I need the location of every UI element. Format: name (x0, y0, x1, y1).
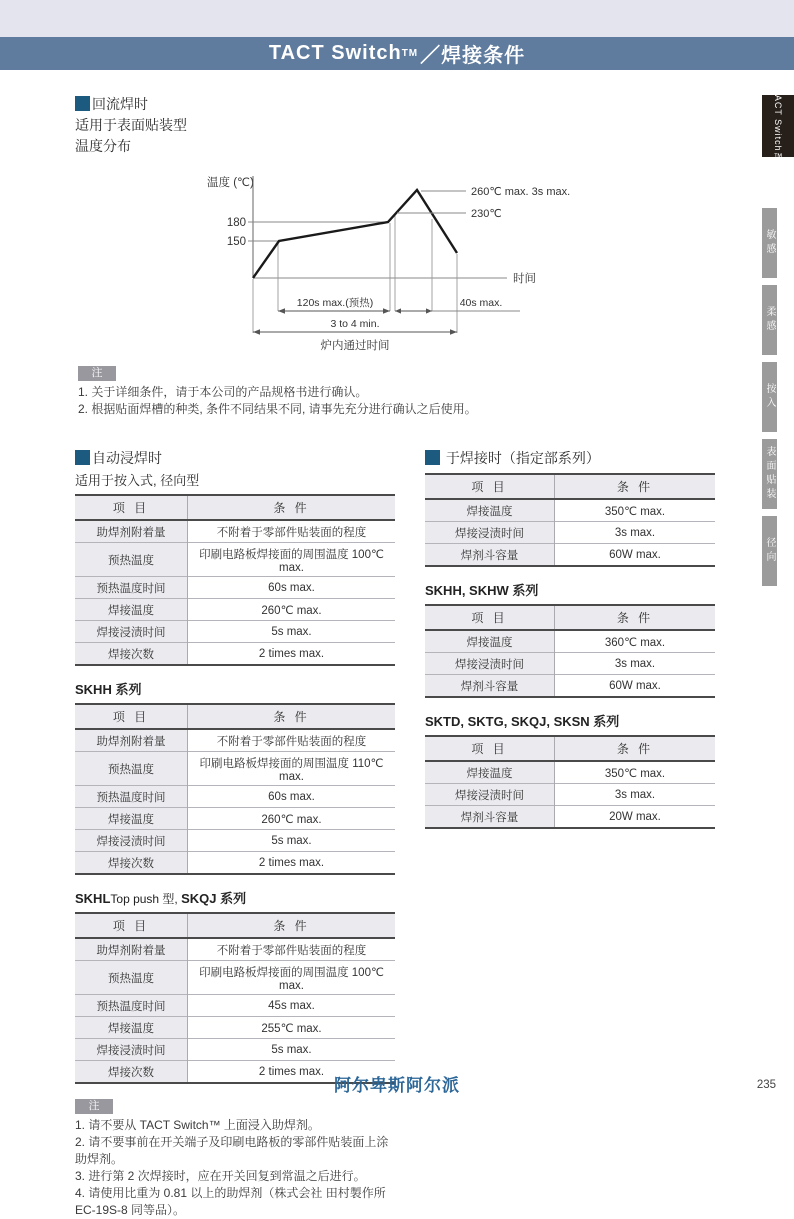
note-line: 2. 请不要事前在开关端子及印刷电路板的零部件贴装面上涂助焊剂。 (75, 1135, 389, 1166)
condition-cell: 3s max. (555, 653, 716, 675)
top-strip (0, 0, 794, 37)
item-cell: 焊剂斗容量 (425, 806, 555, 829)
table-title-sktd-group: SKTD, SKTG, SKQJ, SKSN 系列 (425, 714, 620, 729)
reflow-heading: 回流焊时 (92, 96, 148, 112)
condition-cell: 60W max. (555, 544, 716, 567)
item-cell: 焊接次数 (75, 643, 188, 666)
table-row (75, 995, 395, 1017)
reflow-dist: 温度分布 (75, 138, 131, 154)
condition-cell: 360℃ max. (555, 630, 716, 653)
chart-x-caption: 炉内通过时间 (320, 340, 390, 352)
table-row (75, 808, 395, 830)
table-row (75, 852, 395, 875)
item-cell: 焊接浸渍时间 (425, 784, 555, 806)
side-tab-list (762, 208, 794, 593)
table-row (75, 1039, 395, 1061)
footer-brand: 阿尔卑斯阿尔派 (334, 1076, 460, 1095)
section-bullet-icon (425, 450, 440, 465)
item-cell: 预热温度 (75, 543, 188, 577)
side-tab: 敏感 (762, 208, 777, 278)
table-row (425, 544, 715, 567)
title-trademark: TM (401, 48, 419, 59)
condition-cell: 255℃ max. (188, 1017, 396, 1039)
item-cell: 焊接次数 (75, 852, 188, 875)
note-line: 1. 请不要从 TACT Switch™ 上面浸入助焊剂。 (75, 1118, 320, 1132)
table-row (425, 675, 715, 698)
item-cell: 预热温度时间 (75, 995, 188, 1017)
condition-cell: 350℃ max. (555, 499, 716, 522)
dip-table-skhl-skqj (75, 912, 395, 1084)
condition-cell: 60s max. (188, 577, 396, 599)
condition-cell: 印刷电路板焊接面的周围温度 110℃ max. (188, 752, 396, 786)
col-header-item: 项 目 (425, 605, 555, 630)
table-row (75, 543, 395, 577)
chart-230c-annotation: 230℃ (471, 208, 502, 220)
condition-cell: 20W max. (555, 806, 716, 829)
note-line: 4. 请使用比重为 0.81 以上的助焊剂（株式会社 田村製作所 EC-19S-8 同等品）。 (75, 1186, 386, 1217)
condition-cell: 印刷电路板焊接面的周围温度 100℃ max. (188, 543, 396, 577)
col-header-cond: 条 件 (555, 736, 716, 761)
condition-cell: 5s max. (188, 621, 396, 643)
condition-cell: 印刷电路板焊接面的周围温度 100℃ max. (188, 961, 396, 995)
reflow-notes (78, 363, 518, 418)
chart-y-label: 温度 (℃) (207, 177, 254, 189)
item-cell: 预热温度 (75, 961, 188, 995)
reflow-section-head (75, 94, 187, 157)
condition-cell: 260℃ max. (188, 599, 396, 621)
chart-peak-annotation: 260℃ max. 3s max. (471, 186, 571, 198)
condition-cell: 45s max. (188, 995, 396, 1017)
dip-table-skhh (75, 703, 395, 875)
chart-dim-preheat: 120s max.(预热) (296, 297, 374, 309)
iron-table-skhh-skhw (425, 604, 715, 698)
item-cell: 助焊剂附着量 (75, 520, 188, 543)
table-title-bold-2: SKQJ 系列 (181, 891, 247, 906)
reflow-profile-chart (185, 168, 615, 363)
table-row (425, 761, 715, 784)
table-row (425, 522, 715, 544)
dip-note-list (75, 1117, 395, 1219)
condition-cell: 2 times max. (188, 1061, 396, 1084)
iron-table-sktd-group (425, 735, 715, 829)
item-cell: 助焊剂附着量 (75, 938, 188, 961)
table-title-bold-1: SKHL (75, 891, 111, 906)
note-line: 2. 根据贴面焊槽的种类, 条件不同结果不同, 请事先充分进行确认之后使用。 (78, 402, 477, 416)
dip-applies: 适用于按入式, 径向型 (75, 473, 200, 488)
title-suffix: ／焊接条件 (420, 45, 526, 67)
table-row (425, 784, 715, 806)
table-title-skhl-skqj (75, 888, 395, 907)
iron-heading: 于焊接时（指定部系列） (445, 450, 600, 466)
table-row (425, 806, 715, 829)
tab-tact-switch (762, 89, 794, 163)
side-tab: 柔感 (762, 285, 777, 355)
table-row (75, 1017, 395, 1039)
item-cell: 焊接温度 (425, 630, 555, 653)
col-header-cond: 条 件 (555, 605, 716, 630)
condition-cell: 350℃ max. (555, 761, 716, 784)
iron-table-general (425, 473, 715, 567)
reflow-note-list (78, 384, 518, 418)
condition-cell: 2 times max. (188, 852, 396, 875)
condition-cell: 260℃ max. (188, 808, 396, 830)
col-header-item: 项 目 (75, 913, 188, 938)
tab-tact-switch-label: TACT Switch™ (773, 89, 783, 163)
condition-cell: 60s max. (188, 786, 396, 808)
table-title-skhh-skhw: SKHH, SKHW 系列 (425, 583, 539, 598)
item-cell: 焊剂斗容量 (425, 544, 555, 567)
chart-dim-40s: 40s max. (459, 297, 503, 309)
condition-cell: 不附着于零部件贴装面的程度 (188, 729, 396, 752)
col-header-cond: 条 件 (555, 474, 716, 499)
item-cell: 预热温度时间 (75, 577, 188, 599)
dip-table-general (75, 494, 395, 666)
note-badge: 注 (75, 1099, 113, 1114)
condition-cell: 不附着于零部件贴装面的程度 (188, 938, 396, 961)
item-cell: 焊接温度 (75, 599, 188, 621)
chart-tick-150: 150 (226, 236, 246, 248)
note-line: 1. 关于详细条件，请于本公司的产品规格书进行确认。 (78, 385, 368, 399)
chart-x-label: 时间 (513, 273, 536, 285)
side-tab: 径向 (762, 516, 777, 586)
dip-solder-section (75, 448, 395, 1219)
iron-solder-section (425, 448, 715, 829)
condition-cell: 3s max. (555, 522, 716, 544)
col-header-item: 项 目 (75, 704, 188, 729)
item-cell: 预热温度时间 (75, 786, 188, 808)
table-row (75, 577, 395, 599)
condition-cell: 2 times max. (188, 643, 396, 666)
table-row (75, 786, 395, 808)
table-row (75, 599, 395, 621)
table-row (425, 653, 715, 675)
condition-cell: 3s max. (555, 784, 716, 806)
table-row (75, 520, 395, 543)
item-cell: 焊接浸渍时间 (425, 522, 555, 544)
table-row (75, 643, 395, 666)
item-cell: 焊接浸渍时间 (75, 621, 188, 643)
note-line: 3. 进行第 2 次焊接时，应在开关回复到常温之后进行。 (75, 1169, 366, 1183)
page-number: 235 (756, 1079, 776, 1091)
table-row (75, 961, 395, 995)
chart-dim-total: 3 to 4 min. (330, 318, 380, 330)
condition-cell: 60W max. (555, 675, 716, 698)
condition-cell: 5s max. (188, 830, 396, 852)
col-header-item: 项 目 (75, 495, 188, 520)
col-header-cond: 条 件 (188, 495, 396, 520)
side-tab: 按入 (762, 362, 777, 432)
page-title-bar (0, 37, 794, 70)
table-title-mid: Top push 型, (110, 892, 182, 906)
table-row (75, 752, 395, 786)
item-cell: 焊接浸渍时间 (425, 653, 555, 675)
table-row (75, 621, 395, 643)
section-bullet-icon (75, 450, 90, 465)
section-bullet-icon (75, 96, 90, 111)
item-cell: 焊接浸渍时间 (75, 830, 188, 852)
table-row (425, 630, 715, 653)
title-brand: TACT Switch (268, 42, 402, 64)
table-row (75, 830, 395, 852)
condition-cell: 5s max. (188, 1039, 396, 1061)
col-header-item: 项 目 (425, 474, 555, 499)
condition-cell: 不附着于零部件贴装面的程度 (188, 520, 396, 543)
item-cell: 焊接浸渍时间 (75, 1039, 188, 1061)
item-cell: 预热温度 (75, 752, 188, 786)
col-header-cond: 条 件 (188, 704, 396, 729)
item-cell: 焊剂斗容量 (425, 675, 555, 698)
note-badge: 注 (78, 366, 116, 381)
table-row (75, 938, 395, 961)
item-cell: 焊接次数 (75, 1061, 188, 1084)
reflow-applies: 适用于表面贴装型 (75, 117, 187, 133)
col-header-cond: 条 件 (188, 913, 396, 938)
item-cell: 助焊剂附着量 (75, 729, 188, 752)
col-header-item: 项 目 (425, 736, 555, 761)
chart-tick-180: 180 (226, 217, 246, 229)
table-row (75, 729, 395, 752)
item-cell: 焊接温度 (75, 808, 188, 830)
item-cell: 焊接温度 (425, 761, 555, 784)
item-cell: 焊接温度 (425, 499, 555, 522)
item-cell: 焊接温度 (75, 1017, 188, 1039)
table-title-skhh: SKHH 系列 (75, 682, 142, 697)
side-tab: 表面贴装 (762, 439, 777, 509)
dip-heading: 自动浸焊时 (92, 450, 162, 466)
table-row (425, 499, 715, 522)
